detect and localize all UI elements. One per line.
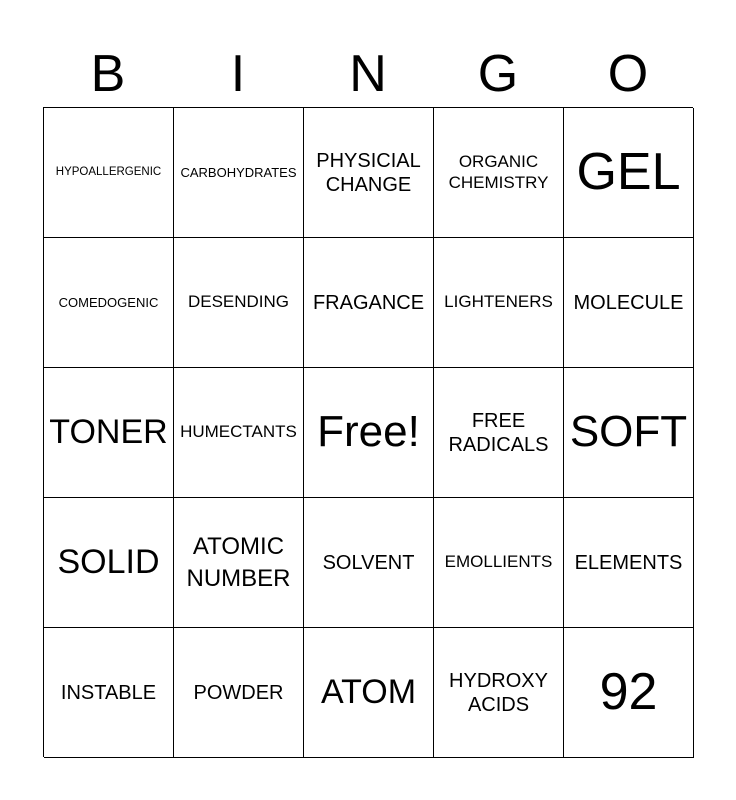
bingo-cell-label: CARBOHYDRATES bbox=[180, 164, 297, 180]
bingo-cell-r2-c1[interactable] bbox=[44, 238, 174, 368]
header-letter-g: G bbox=[477, 45, 519, 103]
bingo-cell-r2-c2[interactable] bbox=[174, 238, 304, 368]
bingo-cell-label: ATOM bbox=[320, 673, 417, 712]
bingo-cell-r5-c3[interactable] bbox=[304, 628, 434, 758]
bingo-cell-r1-c1[interactable] bbox=[44, 108, 174, 238]
bingo-cell-label: HYDROXY ACIDS bbox=[449, 669, 548, 716]
bingo-cell-label: SOFT bbox=[569, 407, 688, 457]
header-letter-i: I bbox=[230, 45, 246, 103]
bingo-cell-r3-c4[interactable] bbox=[434, 368, 564, 498]
bingo-cell-label: GEL bbox=[576, 143, 681, 202]
bingo-cell-r3-c5[interactable] bbox=[564, 368, 694, 498]
bingo-cell-label: SOLID bbox=[57, 543, 160, 582]
bingo-cell-label: FREE RADICALS bbox=[448, 409, 549, 456]
bingo-cell-label: DESENDING bbox=[187, 292, 290, 312]
bingo-cell-label: SOLVENT bbox=[322, 551, 415, 574]
bingo-cell-r5-c1[interactable] bbox=[44, 628, 174, 758]
bingo-cell-r4-c5[interactable] bbox=[564, 498, 694, 628]
bingo-cell-r4-c4[interactable] bbox=[434, 498, 564, 628]
bingo-cell-label: INSTABLE bbox=[60, 681, 157, 704]
bingo-cell-label: POWDER bbox=[193, 681, 284, 704]
header-letter-o: O bbox=[607, 45, 649, 103]
bingo-cell-r2-c4[interactable] bbox=[434, 238, 564, 368]
bingo-cell-r4-c1[interactable] bbox=[44, 498, 174, 628]
bingo-cell-label: 92 bbox=[599, 663, 658, 722]
bingo-cell-r2-c3[interactable] bbox=[304, 238, 434, 368]
bingo-cell-r5-c2[interactable] bbox=[174, 628, 304, 758]
bingo-cell-label: ELEMENTS bbox=[574, 551, 683, 574]
bingo-cell-label: ATOMIC NUMBER bbox=[186, 533, 291, 592]
bingo-cell-r3-c1[interactable] bbox=[44, 368, 174, 498]
bingo-cell-label: LIGHTENERS bbox=[444, 292, 553, 312]
bingo-cell-r4-c3[interactable] bbox=[304, 498, 434, 628]
bingo-cell-r1-c2[interactable] bbox=[174, 108, 304, 238]
bingo-cell-r5-c5[interactable] bbox=[564, 628, 694, 758]
free-space-cell[interactable] bbox=[304, 368, 434, 498]
bingo-header bbox=[43, 40, 693, 108]
bingo-cell-label: TONER bbox=[49, 413, 168, 452]
bingo-cell-label: Free! bbox=[317, 407, 420, 457]
bingo-board bbox=[43, 107, 693, 757]
bingo-cell-label: COMEDOGENIC bbox=[58, 294, 159, 310]
bingo-cell-r1-c4[interactable] bbox=[434, 108, 564, 238]
bingo-cell-label: HYPOALLERGENIC bbox=[55, 165, 162, 178]
bingo-cell-label: EMOLLIENTS bbox=[444, 552, 553, 572]
bingo-cell-label: FRAGANCE bbox=[312, 291, 425, 314]
bingo-cell-r1-c3[interactable] bbox=[304, 108, 434, 238]
bingo-cell-r1-c5[interactable] bbox=[564, 108, 694, 238]
bingo-cell-r3-c2[interactable] bbox=[174, 368, 304, 498]
bingo-cell-label: HUMECTANTS bbox=[180, 422, 297, 442]
bingo-cell-r5-c4[interactable] bbox=[434, 628, 564, 758]
bingo-cell-label: ORGANIC CHEMISTRY bbox=[448, 152, 549, 192]
header-letter-b: B bbox=[90, 45, 126, 103]
bingo-cell-label: MOLECULE bbox=[573, 291, 684, 314]
bingo-cell-r4-c2[interactable] bbox=[174, 498, 304, 628]
bingo-cell-label: PHYSICIAL CHANGE bbox=[316, 149, 421, 196]
bingo-cell-r2-c5[interactable] bbox=[564, 238, 694, 368]
header-letter-n: N bbox=[349, 45, 387, 103]
